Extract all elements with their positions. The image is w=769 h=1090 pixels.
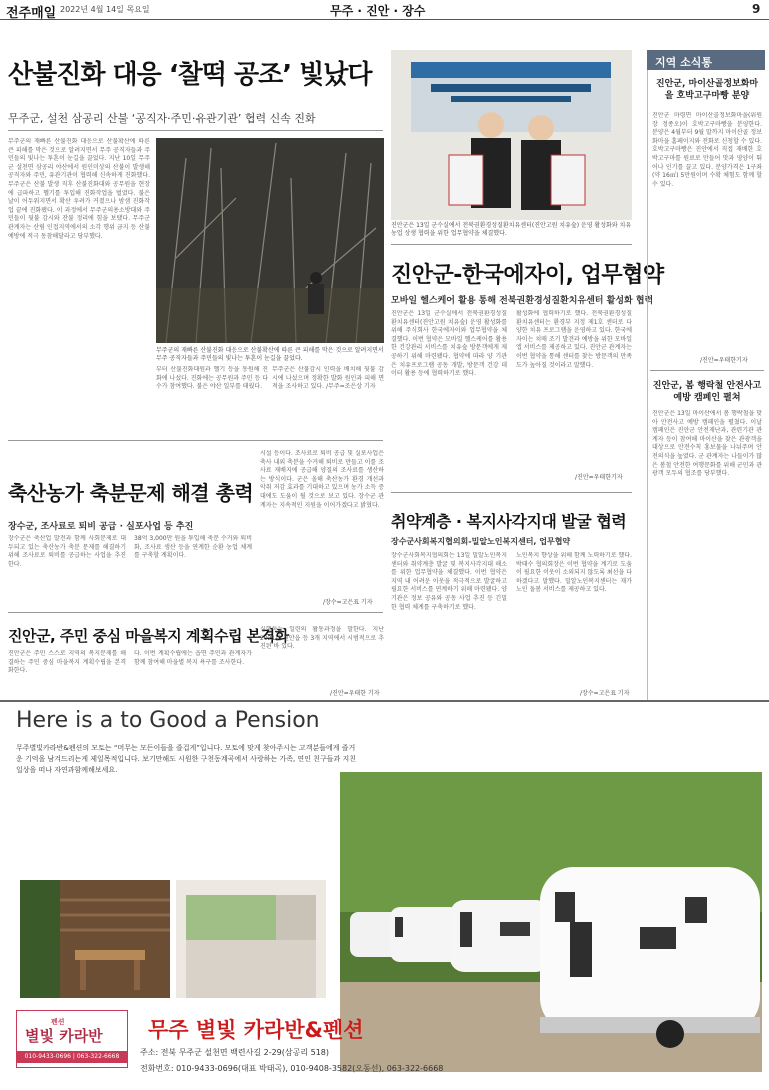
- divider: [8, 612, 383, 613]
- lead-photo-caption: 무주군의 재빠른 산불진화 대응으로 산불확산에 따른 큰 피해를 막은 것으로 알려지면서 무주 공직자들과 주민들의 빛나는 투혼이 눈길을 끌었다.: [156, 347, 384, 362]
- newspaper-name: 전주매일: [6, 6, 57, 21]
- sidebar-item1-byline: /진안=우태한기자: [700, 357, 748, 364]
- village-headline: 진안군, 주민 중심 마을복지 계획수립 본격화: [8, 627, 289, 645]
- sidebar-label: 지역 소식통: [655, 56, 712, 69]
- village-body-col2: 다. 이번 계획수립에는 읍면 주민과 관계자가 함께 참여해 마을별 복지 욕구를 조사한다.: [134, 650, 252, 666]
- livestock-byline: /장수=고은표 기자: [323, 599, 373, 606]
- mou-subhead: 모바일 헬스케어 활용 통해 전북권환경성질환치유센터 활성화 협력: [391, 296, 654, 306]
- pension-address: 주소: 전북 무주군 설천면 백련사길 2-29(삼공리 518): [140, 1048, 329, 1057]
- mou-photo-caption: 진안군은 13일 군수실에서 전북권환경성질환치유센터(진안고원 치유숲) 운영 활성화와 치유농업 상생 협력을 위한 업무협약을 체결했다.: [391, 222, 632, 237]
- pension-phones: 전화번호: 010-9433-0696(대표 박태곡), 010-9408-3582(오동선), 063-322-6668: [140, 1064, 444, 1073]
- welfare-subhead: 장수군사회복지협의회-밀알노인복지센터, 업무협약: [391, 537, 571, 546]
- ad-caravan-photo: [340, 772, 762, 1072]
- pension-logo: [16, 1010, 128, 1068]
- mou-byline: /진안=우태한기자: [575, 474, 623, 481]
- divider: [8, 130, 383, 131]
- welfare-byline: /장수=고은표 기자: [580, 690, 630, 697]
- welfare-headline: 취약계층 · 복지사각지대 발굴 협력: [391, 512, 627, 531]
- mou-body-col2: 활성화에 협력하기로 했다. 전북권환경성질환치유센터는 환경부 지정 제1호 센터로 다양한 치유 프로그램을 운영하고 있다. 한국에자이는 치매 조기 발견과 예방을 위한 모바일 앱 서비스를 제공하고 있다. 진안군 관계자는 이번 협약을 통해 센터를 찾는 방문객의 만족도가 높아질 것이라고 말했다.: [516, 310, 632, 369]
- lead-body-col3: 무주군은 산불감시 인력을 배치해 뒷불 감시에 나섰으며 정확한 발화 원인과 피해 면적을 조사하고 있다. /무주=조은상 기자: [272, 366, 384, 391]
- welfare-body-col2: 노인복지 향상을 위해 함께 노력하기로 했다. 박태수 협의회장은 이번 협약을 계기로 도움이 필요한 이웃이 소외되지 않도록 최선을 다하겠다고 말했다. 밀알노인복지센터는 재가 노인 돌봄 서비스를 제공하고 있다.: [516, 552, 632, 594]
- lead-subhead: 무주군, 설천 삼공리 산불 ‘공직자·주민·유관기관’ 협력 신속 진화: [8, 112, 316, 125]
- lead-body-col2: 부터 산불진화대원과 헬기 등을 동원해 진화에 나섰다. 진화에는 공무원과 주민 등 다수가 참여했다. 불은 야산 일부를 태웠다.: [156, 366, 268, 391]
- divider: [8, 440, 383, 441]
- logo-phones: 010-9433-0696 | 063-322-6668: [17, 1051, 127, 1063]
- sidebar-item1-title: 진안군, 마이산골정보화마을 호박고구마빵 분양: [655, 79, 759, 101]
- ad-interior-photo: [176, 880, 326, 998]
- issue-date: 2022년 4월 14일 목요일: [60, 5, 150, 14]
- logo-sub: 펜션: [51, 1018, 65, 1026]
- mou-headline: 진안군-한국에자이, 업무협약: [391, 263, 664, 288]
- livestock-body-col3: 시설 등이다. 조사료로 퇴비 공급 및 실포사업은 축사 내외 축분을 수거해 퇴비로 만들고 이를 조사료 재배지에 공급해 양질의 조사료를 생산하는 방식이다. 군은 올해 축산농가 환경 개선과 악취 저감 효과를 기대하고 있으며 농가 소득 증대에도 도움이 될 것으로 보고 있다. 장수군 관계자는 지속적인 지원을 이어가겠다고 밝혔다.: [260, 450, 384, 509]
- section-title: 무주 · 진안 · 장수: [330, 4, 426, 18]
- divider: [650, 370, 764, 371]
- sidebar-item2-title: 진안군, 봄 행락철 안전사고 예방 캠페인 펼쳐: [652, 381, 762, 403]
- sidebar-item2-body: 진안군은 13일 마이산에서 봄 행락철을 맞아 안전사고 예방 캠페인을 펼쳤다. 이날 캠페인은 진안군 안전재난과, 관련기관 관계자 등이 참여해 마이산을 찾은 관광객을 대상으로 안전수칙 홍보물을 나눠주며 안전의식을 높였다. 군 관계자는 나들이가 많은 봄철 안전한 여행문화를 위해 군민과 관광객 모두의 협조를 당부했다.: [652, 410, 762, 478]
- village-body-col1: 진안군은 주민 스스로 지역의 복지문제를 해결하는 주민 중심 마을복지 계획수립을 본격화한다.: [8, 650, 126, 675]
- livestock-headline: 축산농가 축분문제 해결 총력: [8, 481, 254, 505]
- page-header: [0, 0, 769, 20]
- logo-text: 별빛 카라반: [25, 1027, 103, 1045]
- divider: [391, 492, 632, 493]
- livestock-subhead: 장수군, 조사료로 퇴비 공급 · 실포사업 등 추진: [8, 522, 194, 532]
- divider: [391, 244, 632, 245]
- pension-brand-name: 무주 별빛 카라반&펜션: [148, 1018, 364, 1042]
- page-number: 9: [752, 2, 761, 16]
- lead-body-col1: 무주군의 재빠른 산불진화 대응으로 산불확산에 따른 큰 피해를 막은 것으로 알려지면서 무주 공직자들과 주민들의 빛나는 투혼이 눈길을 끌었다. 지난 10일 무주군 설천면 삼공리 야산에서 원인미상의 산불이 발생해 공직자와 주민, 유관기관이 협력해 신속하게 진화했다. 무주군은 산불 발생 직후 산불진화대와 공무원을 현장에 급파하고 헬기를 투입해 진화작업을 벌였다. 불은 날이 어두워지면서 확산 우려가 커졌으나 밤샘 진화작업 끝에 진화됐다. 이 과정에서 무주군의용소방대와 주민들이 뒷불 감시와 잔불 정리에 힘을 보탰다. 무주군 관계자는 산림 인접지역에서의 소각 행위 금지 등 산불예방에 적극 동참해달라고 당부했다.: [8, 138, 150, 240]
- welfare-body-col1: 장수군사회복지협의회는 13일 밀알노인복지센터와 취약계층 발굴 및 복지사각지대 해소를 위한 업무협약을 체결했다. 이번 협약은 지역 내 어려운 이웃을 적극적으로 발굴하고 필요한 서비스를 연계하기 위해 마련됐다. 양 기관은 정보 공유와 공동 사업 추진 등 긴밀한 협력 체계를 구축하기로 했다.: [391, 552, 507, 611]
- mou-ceremony-photo: [391, 50, 632, 220]
- sidebar-item1-body: 진안군 마령면 마이산골정보화마을(위원장 정종오)이 호박고구마빵을 분양한다. 분양은 4월부터 9월 말까지 마이산골 정보화마을 홈페이지와 전화로 신청할 수 있다. 호박고구마빵은 진안에서 직접 재배한 호박고구마를 원료로 만들어 맛과 영양이 뛰어나 인기를 끌고 있다. 분양가격은 1구좌(약 16㎡) 5만원이며 수확 체험도 함께 할 수 있다.: [652, 112, 762, 188]
- ad-deck-photo: [20, 880, 170, 998]
- lead-headline: 산불진화 대응 ‘찰떡 공조’ 빛났다: [8, 60, 372, 90]
- ad-title: Here is a to Good a Pension: [16, 708, 320, 733]
- mou-body-col1: 진안군은 13일 군수실에서 전북권환경성질환치유센터(진안고원 치유숲) 운영 활성화를 위해 주식회사 한국에자이와 업무협약을 체결했다. 이번 협약은 모바일 헬스케어를 활용한 건강관리 서비스를 치유숲 방문객에게 제공하기 위해 마련됐다. 협약에 따라 양 기관은 치유프로그램 공동 개발, 방문객 건강 데이터 활용 등에 협력하기로 했다.: [391, 310, 507, 378]
- ad-text: 무주별빛카라반&펜션의 모토는 “머무는 모든이들을 즐겁게”입니다. 모토에 맞게 찾아주시는 고객분들에게 즐거운 기억을 남겨드리는게 제일목적입니다. 보기만해도 시원한 구천동계곡에서 사랑하는 가족, 연인 친구들과 지친 일상을 떠나 자연과함께해보세요.: [16, 744, 356, 774]
- livestock-body-col2: 38억 3,000만 원을 투입해 축분 수거와 퇴비화, 조사료 생산 등을 연계한 순환 농업 체계를 구축할 계획이다.: [134, 535, 252, 560]
- village-body-col3: 실행하는 일련의 활동과정을 말한다. 지난 2021년 진안읍 등 3개 지역에서 시범적으로 추진된 바 있다.: [260, 626, 384, 651]
- forest-fire-photo: [156, 138, 384, 343]
- sidebar-header: [647, 50, 765, 70]
- livestock-body-col1: 장수군은 축산업 발전과 함께 사회문제로 대두되고 있는 축산농가 축분 문제를 해결하기 위해 조사료로 퇴비를 공급하는 사업을 추진한다.: [8, 535, 126, 568]
- village-byline: /진안=우태한 기자: [330, 690, 380, 697]
